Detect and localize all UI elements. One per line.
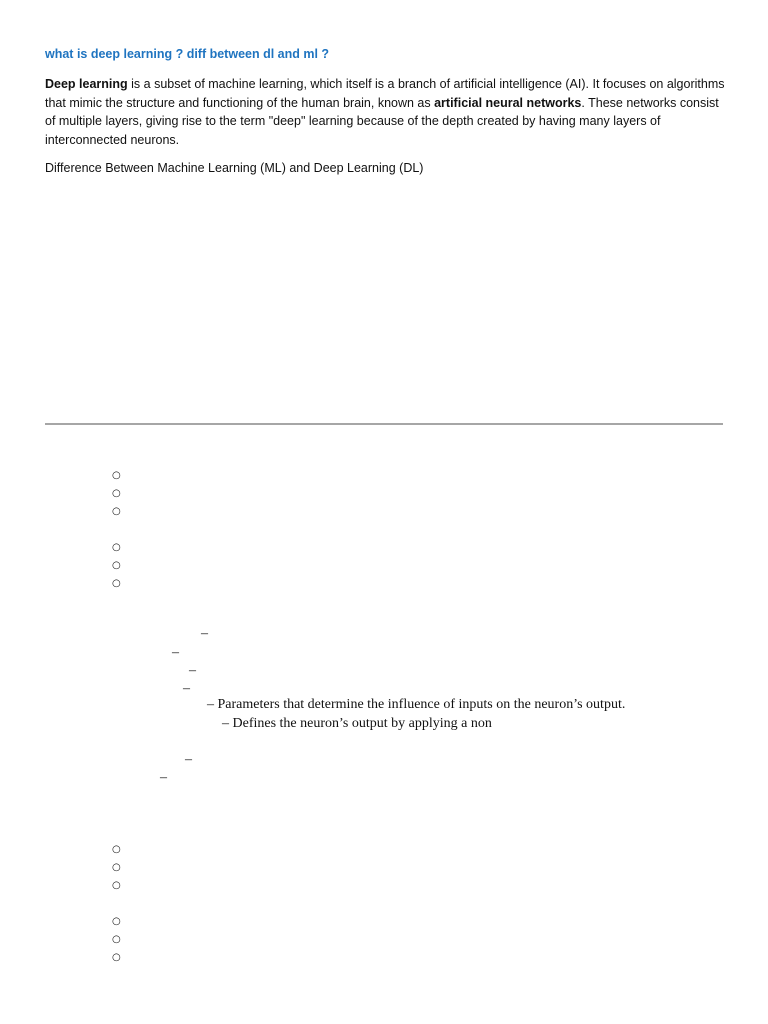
dash-marker: – (160, 770, 167, 785)
list-bullet: ○ (112, 916, 121, 927)
page-heading: what is deep learning ? diff between dl and ml ? (45, 47, 330, 61)
term-artificial-neural-networks: artificial neural networks (434, 95, 582, 110)
weights-line: – Parameters that determine the influence of inputs on the neuron’s output. (207, 697, 626, 712)
intro-text-1: is a subset of machine learning, which itself is a branch of artificial intelligence (AI). It focuses on algorithms that mimic the structure and functioning of the human brain, known as (45, 77, 725, 110)
list-bullet: ○ (112, 862, 121, 873)
intro-text-2: . These networks consist of multiple layers, giving rise to the term "deep" learning because of the depth created by having many layers of interconnected neurons. (45, 95, 719, 147)
comparison-title: Difference Between Machine Learning (ML) and Deep Learning (DL) (45, 161, 424, 175)
list-bullet: ○ (112, 934, 121, 945)
list-bullet: ○ (112, 506, 121, 517)
list-bullet: ○ (112, 488, 121, 499)
dash-marker: – (183, 681, 190, 696)
list-bullet: ○ (112, 880, 121, 891)
horizontal-divider (45, 423, 723, 425)
list-bullet: ○ (112, 578, 121, 589)
dash-marker: – (201, 626, 208, 641)
list-bullet: ○ (112, 560, 121, 571)
activation-line: – Defines the neuron’s output by applying a non (222, 716, 492, 731)
intro-paragraph (45, 75, 725, 149)
list-bullet: ○ (112, 542, 121, 553)
term-deep-learning: Deep learning (45, 77, 128, 91)
list-bullet: ○ (112, 470, 121, 481)
dash-marker: – (185, 752, 192, 767)
dash-marker: – (189, 663, 196, 678)
list-bullet: ○ (112, 844, 121, 855)
list-bullet: ○ (112, 952, 121, 963)
dash-marker: – (172, 645, 179, 660)
